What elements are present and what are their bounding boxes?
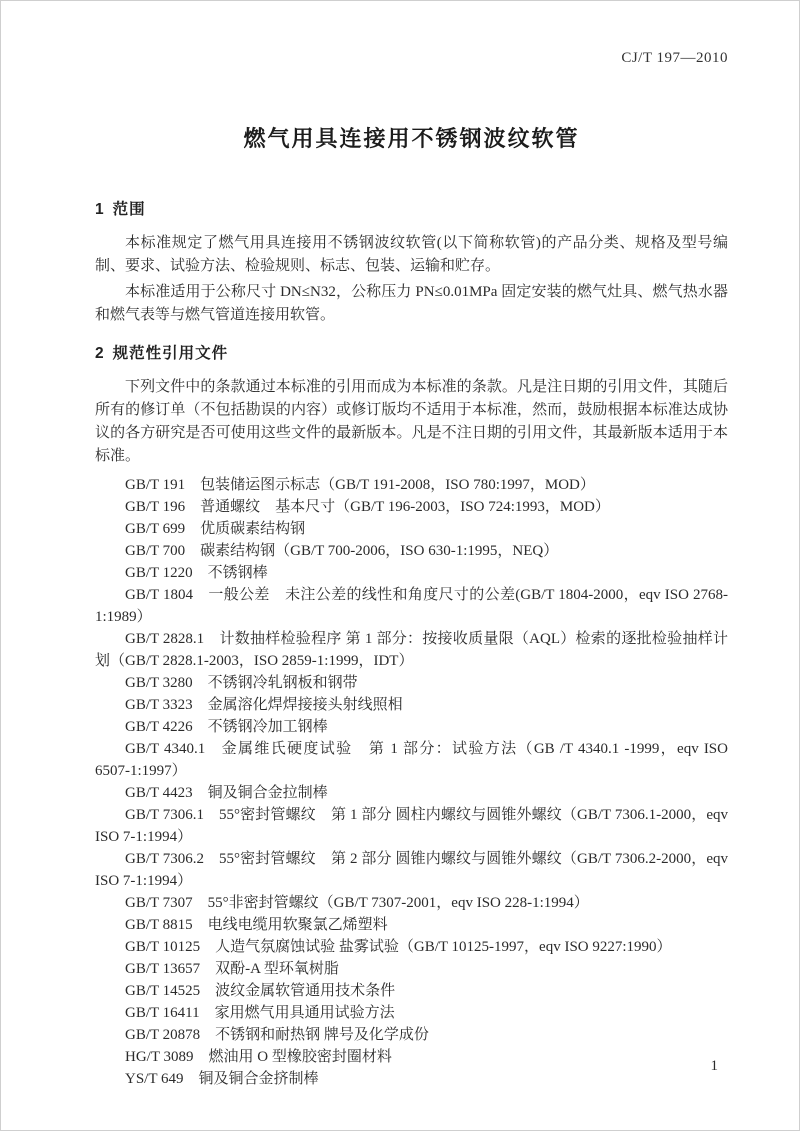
references-intro: 下列文件中的条款通过本标准的引用而成为本标准的条款。凡是注日期的引用文件，其随后所有的修订单（不包括勘误的内容）或修订版均不适用于本标准，然而，鼓励根据本标准达成协议的各方研究是否可使用这些文件的最新版本。凡是不注日期的引用文件，其最新版本适用于本标准。	[95, 379, 728, 464]
section-scope-label: 范围	[112, 201, 146, 218]
reference-code: GB/T 8815	[125, 917, 193, 933]
page-number: 1	[710, 1058, 718, 1074]
reference-title: 铜及铜合金拉制棒	[207, 785, 328, 801]
reference-code: GB/T 196	[125, 499, 186, 515]
reference-item	[95, 628, 728, 672]
reference-code: GB/T 16411	[125, 1005, 200, 1021]
reference-code: GB/T 3323	[125, 697, 193, 713]
scope-paragraph-1: 本标准规定了燃气用具连接用不锈钢波纹软管(以下简称软管)的产品分类、规格及型号编制、要求、试验方法、检验规则、标志、包装、运输和贮存。	[95, 235, 728, 274]
reference-title: 计数抽样检验程序 第 1 部分：按接收质量限（AQL）检索的逐批检验抽样计划（GB/T 2828.1-2003，ISO 2859-1:1999，IDT）	[95, 631, 728, 669]
reference-item	[95, 716, 728, 738]
section-references-heading	[95, 341, 728, 363]
reference-item	[95, 1024, 728, 1046]
reference-title: 普通螺纹 基本尺寸（GB/T 196-2003，ISO 724:1993，MOD）	[200, 499, 610, 515]
reference-code: GB/T 1220	[125, 565, 193, 581]
scope-paragraph-2: 本标准适用于公称尺寸 DN≤N32，公称压力 PN≤0.01MPa 固定安装的燃气灶具、燃气热水器和燃气表等与燃气管道连接用软管。	[95, 284, 728, 323]
reference-item	[95, 518, 728, 540]
reference-item	[95, 936, 728, 958]
reference-title: 不锈钢冷加工钢棒	[207, 719, 328, 735]
reference-item	[95, 892, 728, 914]
reference-title: 优质碳素结构钢	[200, 521, 306, 537]
section-scope-heading	[95, 197, 728, 219]
reference-item	[95, 782, 728, 804]
reference-title: 不锈钢棒	[207, 565, 268, 581]
reference-code: GB/T 10125	[125, 939, 201, 955]
section-references-number: 2	[95, 345, 105, 362]
reference-title: 包装储运图示标志（GB/T 191-2008，ISO 780:1997，MOD）	[200, 477, 595, 493]
reference-code: YS/T 649	[125, 1071, 184, 1087]
reference-code: GB/T 2828.1	[125, 631, 205, 647]
reference-title: 不锈钢和耐热钢 牌号及化学成份	[215, 1027, 429, 1043]
reference-item	[95, 1002, 728, 1024]
reference-title: 碳素结构钢（GB/T 700-2006，ISO 630-1:1995，NEQ）	[200, 543, 559, 559]
reference-code: GB/T 699	[125, 521, 186, 537]
reference-code: GB/T 191	[125, 477, 186, 493]
reference-item	[95, 848, 728, 892]
reference-title: 人造气氛腐蚀试验 盐雾试验（GB/T 10125-1997，eqv ISO 9227:1990）	[215, 939, 672, 955]
reference-item	[95, 958, 728, 980]
standard-code: CJ/T 197—2010	[621, 50, 728, 66]
reference-title: 双酚-A 型环氧树脂	[215, 961, 339, 977]
reference-code: GB/T 7306.2	[125, 851, 205, 867]
reference-code: GB/T 20878	[125, 1027, 201, 1043]
reference-code: HG/T 3089	[125, 1049, 194, 1065]
reference-code: GB/T 4340.1	[125, 741, 206, 757]
reference-item	[95, 540, 728, 562]
reference-title: 家用燃气用具通用试验方法	[214, 1005, 395, 1021]
reference-item	[95, 804, 728, 848]
reference-title: 波纹金属软管通用技术条件	[215, 983, 396, 999]
reference-title: 金属溶化焊焊接接头射线照相	[207, 697, 403, 713]
reference-item	[95, 584, 728, 628]
reference-item	[95, 980, 728, 1002]
reference-title: 电线电缆用软聚氯乙烯塑料	[207, 917, 388, 933]
reference-title: 55°非密封管螺纹（GB/T 7307-2001，eqv ISO 228-1:1994）	[207, 895, 589, 911]
reference-title: 铜及铜合金挤制棒	[198, 1071, 319, 1087]
reference-code: GB/T 13657	[125, 961, 201, 977]
reference-code: GB/T 7307	[125, 895, 193, 911]
reference-code: GB/T 3280	[125, 675, 193, 691]
reference-title: 55°密封管螺纹 第 2 部分 圆锥内螺纹与圆锥外螺纹（GB/T 7306.2-2000，eqv ISO 7-1:1994）	[95, 851, 728, 889]
section-scope-number: 1	[95, 201, 105, 218]
reference-code: GB/T 7306.1	[125, 807, 205, 823]
reference-item	[95, 562, 728, 584]
reference-item	[95, 1046, 728, 1068]
reference-code: GB/T 1804	[125, 587, 193, 603]
reference-item	[95, 474, 728, 496]
document-title: 燃气用具连接用不锈钢波纹软管	[243, 126, 580, 151]
reference-code: GB/T 700	[125, 543, 186, 559]
reference-code: GB/T 4423	[125, 785, 193, 801]
reference-item	[95, 1068, 728, 1090]
references-list	[95, 474, 728, 1090]
reference-code: GB/T 4226	[125, 719, 193, 735]
reference-title: 燃油用 O 型橡胶密封圈材料	[208, 1049, 392, 1065]
reference-code: GB/T 14525	[125, 983, 201, 999]
reference-title: 金属维氏硬度试验 第 1 部分：试验方法（GB /T 4340.1 -1999，eqv ISO 6507-1:1997）	[95, 741, 728, 779]
reference-item	[95, 694, 728, 716]
reference-title: 不锈钢冷轧钢板和钢带	[207, 675, 358, 691]
reference-item	[95, 496, 728, 518]
reference-title: 55°密封管螺纹 第 1 部分 圆柱内螺纹与圆锥外螺纹（GB/T 7306.1-2000，eqv ISO 7-1:1994）	[95, 807, 728, 845]
reference-title: 一般公差 未注公差的线性和角度尺寸的公差(GB/T 1804-2000，eqv ISO 2768-1:1989）	[95, 587, 728, 625]
reference-item	[95, 914, 728, 936]
reference-item	[95, 738, 728, 782]
reference-item	[95, 672, 728, 694]
section-references-label: 规范性引用文件	[112, 345, 229, 362]
